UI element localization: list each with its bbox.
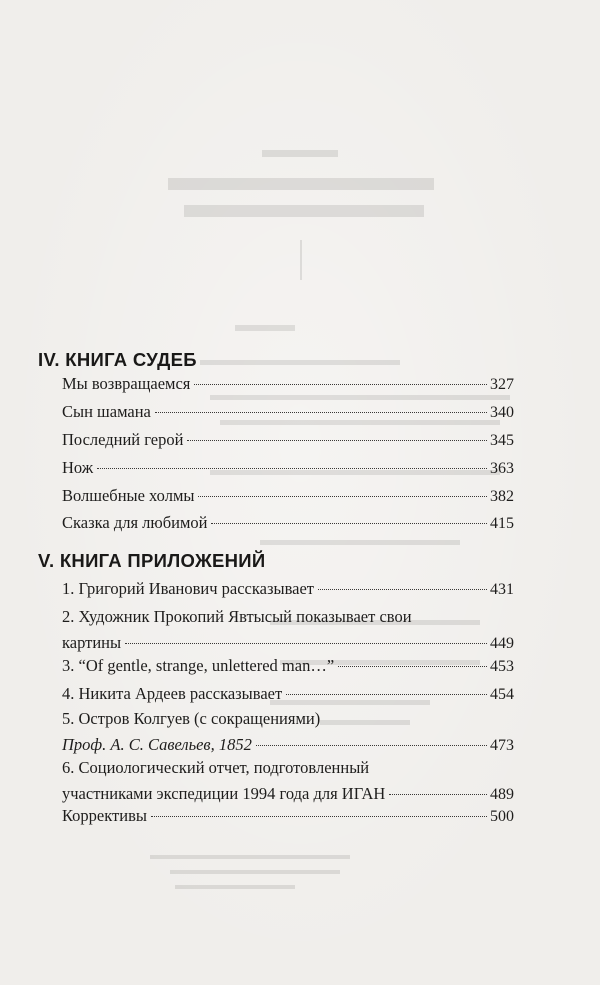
toc-entry-label: Последний герой [62, 430, 184, 449]
toc-entry-page: 449 [490, 635, 514, 652]
toc-entry-page: 340 [490, 404, 514, 421]
dot-leader [389, 794, 487, 795]
toc-entry[interactable] [62, 371, 514, 397]
toc-entry-page: 363 [490, 460, 514, 477]
toc-entry[interactable] [62, 706, 514, 758]
toc-entry-label-line1: 6. Социологический отчет, подготовленный [62, 758, 370, 777]
toc-entry-page: 345 [490, 432, 514, 449]
toc-entry-label: Сын шамана [62, 402, 151, 421]
toc-entry-page: 454 [490, 686, 514, 703]
toc-entry-page: 415 [490, 515, 514, 532]
toc-entry[interactable] [62, 653, 514, 679]
toc-entry-label: Мы возвращаемся [62, 374, 191, 393]
toc-entry[interactable] [62, 427, 514, 453]
section-title-v: V. КНИГА ПРИЛОЖЕНИЙ [38, 550, 266, 571]
dot-leader [256, 745, 487, 746]
toc-entry-label: участниками экспедиции 1994 года для ИГАН [62, 784, 386, 803]
toc-entry[interactable] [62, 576, 514, 602]
dot-leader [194, 384, 487, 385]
toc-entry-label: 3. “Of gentle, strange, unlettered man…” [62, 656, 335, 675]
toc-entry-page: 382 [490, 488, 514, 505]
toc-entry-label: Проф. А. С. Савельев, 1852 [62, 735, 252, 754]
toc-entry-page: 431 [490, 581, 514, 598]
toc-entry[interactable] [62, 510, 514, 536]
toc-entry-label: 4. Никита Ардеев рассказывает [62, 684, 283, 703]
dot-leader [318, 589, 487, 590]
toc-entry[interactable] [62, 604, 514, 656]
dot-leader [151, 816, 487, 817]
toc-entry-label: Сказка для любимой [62, 513, 208, 532]
dot-leader [155, 412, 487, 413]
toc-entry-label: Нож [62, 458, 94, 477]
toc-entry-label: картины [62, 633, 122, 652]
toc-entry-page: 489 [490, 786, 514, 803]
dot-leader [187, 440, 487, 441]
toc-entry-label: Волшебные холмы [62, 486, 195, 505]
dot-leader [125, 643, 487, 644]
toc-entry[interactable] [62, 455, 514, 481]
dot-leader [338, 666, 487, 667]
toc-entry-label-line1: 5. Остров Колгуев (с сокращениями) [62, 709, 321, 728]
toc-entry-page: 500 [490, 808, 514, 825]
dot-leader [198, 496, 487, 497]
toc-entry-page: 327 [490, 376, 514, 393]
toc-entry[interactable] [62, 803, 514, 829]
section-title-iv: IV. КНИГА СУДЕБ [38, 349, 197, 370]
toc-entry-label: 1. Григорий Иванович рассказывает [62, 579, 315, 598]
toc-entry[interactable] [62, 755, 514, 807]
toc-entry-page: 453 [490, 658, 514, 675]
toc-entry[interactable] [62, 399, 514, 425]
toc-entry-label: Коррективы [62, 806, 147, 825]
toc-entry-label-line1: 2. Художник Прокопий Явтысый показывает свои [62, 607, 412, 626]
toc-entry-page: 473 [490, 737, 514, 754]
toc-entry[interactable] [62, 483, 514, 509]
dot-leader [97, 468, 487, 469]
dot-leader [286, 694, 487, 695]
toc-entry[interactable] [62, 681, 514, 707]
dot-leader [211, 523, 487, 524]
